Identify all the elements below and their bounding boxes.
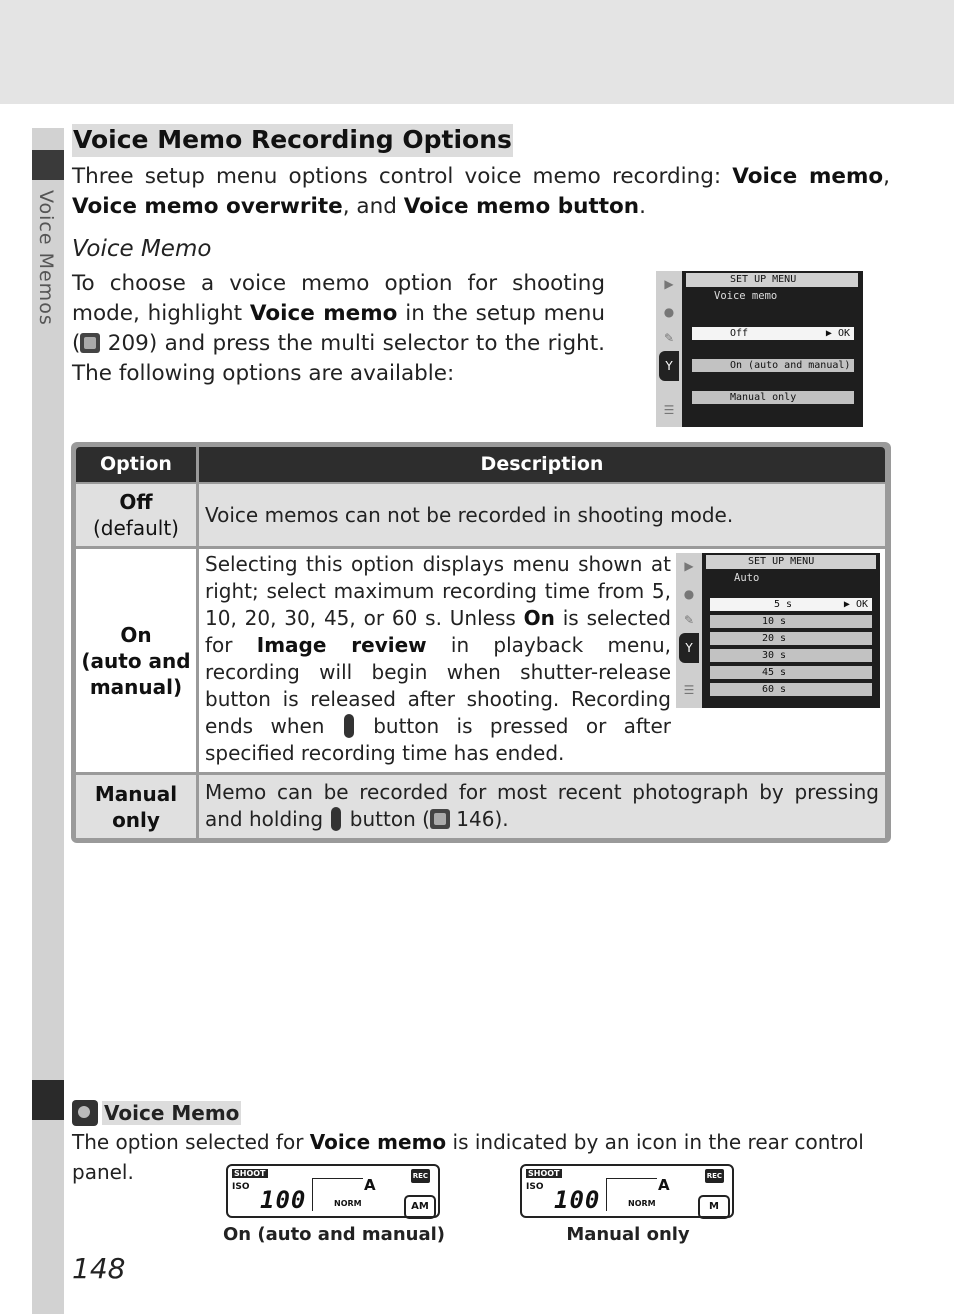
- voice-memo-paragraph: To choose a voice memo option for shooting mode, highlight Voice memo in the setup menu ( 209) and press the multi selector to the right. The following options are available:: [72, 271, 606, 386]
- menu-title: Auto: [734, 572, 760, 584]
- iso-label: ISO: [232, 1182, 250, 1192]
- header-description: Description: [199, 447, 885, 482]
- list-tab-icon: ☰: [663, 403, 675, 417]
- setup-menu-screen-auto: [676, 553, 880, 708]
- chapter-label: Voice Memos: [35, 190, 57, 326]
- iso-value: 100: [260, 1186, 307, 1214]
- chapter-sidebar: [32, 128, 64, 1314]
- playback-tab-icon: ▶: [684, 559, 694, 573]
- row-off-option: Off (default): [76, 484, 196, 546]
- panel-caption: On (auto and manual): [223, 1224, 445, 1245]
- page-number: 148: [72, 1252, 126, 1285]
- row-on-description: Selecting this option displays menu shown at right; select maximum recording time from 5, 10, 20, 30, 45, or 60 s. Unless On is selected for Image review in playback menu, recording will begin when shutter-release button is released after shooting. Recording ends when button is pressed or after specified recording time has ended.: [199, 549, 885, 772]
- note-icon: [72, 1100, 98, 1126]
- menu-row-manual-only: Manual only: [692, 391, 854, 404]
- menu-body: [702, 553, 880, 708]
- chapter-marker: [32, 1080, 64, 1120]
- camera-tab-icon: ●: [683, 587, 695, 601]
- control-panel-manual: [520, 1164, 734, 1218]
- norm-label: NORM: [628, 1199, 656, 1208]
- pencil-tab-icon: ✎: [683, 613, 695, 627]
- menu-row-10s: 10 s: [710, 615, 872, 628]
- camera-tab-icon: ●: [663, 305, 675, 319]
- note-paragraph: The option selected for Voice memo is indicated by an icon in the rear control panel.: [72, 1130, 864, 1184]
- control-panel-auto-manual: [226, 1164, 440, 1218]
- menu-tab-strip: [676, 553, 702, 708]
- wrench-tab-icon: Y: [659, 351, 679, 381]
- menu-row-auto-manual: On (auto and manual): [692, 359, 854, 372]
- page-reference-icon: [80, 333, 100, 353]
- menu-row-45s: 45 s: [710, 666, 872, 679]
- list-tab-icon: ☰: [683, 683, 695, 697]
- pencil-tab-icon: ✎: [663, 331, 675, 345]
- rec-icon: REC: [411, 1169, 430, 1183]
- mode-letter: A: [364, 1176, 376, 1194]
- microphone-icon: [331, 807, 341, 831]
- menu-title: Voice memo: [714, 290, 778, 302]
- voice-memo-mode-badge: AM: [404, 1195, 436, 1219]
- menu-row-off: Off ▶ OK: [692, 327, 854, 340]
- menu-tab-strip: [656, 271, 682, 427]
- row-on-option: On (auto and manual): [76, 549, 196, 772]
- mode-letter: A: [658, 1176, 670, 1194]
- panel-caption: Manual only: [566, 1224, 690, 1245]
- wrench-tab-icon: Y: [679, 633, 699, 663]
- menu-header: SET UP MENU: [686, 273, 858, 287]
- row-manual-description: Memo can be recorded for most recent photograph by pressing and holding button ( 146).: [199, 775, 885, 838]
- header-option: Option: [76, 447, 196, 482]
- shoot-label: SHOOT: [528, 1169, 560, 1178]
- page-reference-icon: [430, 809, 450, 829]
- note-title: Voice Memo: [72, 1100, 241, 1126]
- microphone-icon: [32, 150, 64, 180]
- menu-row-5s: 5 s ▶ OK: [710, 598, 872, 611]
- menu-row-20s: 20 s: [710, 632, 872, 645]
- section-heading: Voice Memo: [72, 236, 212, 262]
- top-band: [0, 0, 954, 104]
- setup-menu-screen-voice-memo: [656, 271, 863, 427]
- row-manual-option: Manual only: [76, 775, 196, 838]
- norm-label: NORM: [334, 1199, 362, 1208]
- iso-label: ISO: [526, 1182, 544, 1192]
- page-title: Voice Memo Recording Options: [72, 124, 513, 157]
- iso-value: 100: [554, 1186, 601, 1214]
- voice-memo-mode-badge: M: [698, 1195, 730, 1219]
- playback-tab-icon: ▶: [664, 277, 674, 291]
- menu-row-30s: 30 s: [710, 649, 872, 662]
- intro-paragraph: Three setup menu options control voice memo recording: Voice memo, Voice memo overwrite, and Voice memo button.: [72, 164, 890, 219]
- shoot-label: SHOOT: [234, 1169, 266, 1178]
- row-off-description: Voice memos can not be recorded in shooting mode.: [199, 484, 885, 546]
- menu-row-60s: 60 s: [710, 683, 872, 696]
- microphone-icon: [344, 714, 354, 738]
- rec-icon: REC: [705, 1169, 724, 1183]
- menu-body: [682, 271, 863, 427]
- menu-header: SET UP MENU: [706, 555, 876, 569]
